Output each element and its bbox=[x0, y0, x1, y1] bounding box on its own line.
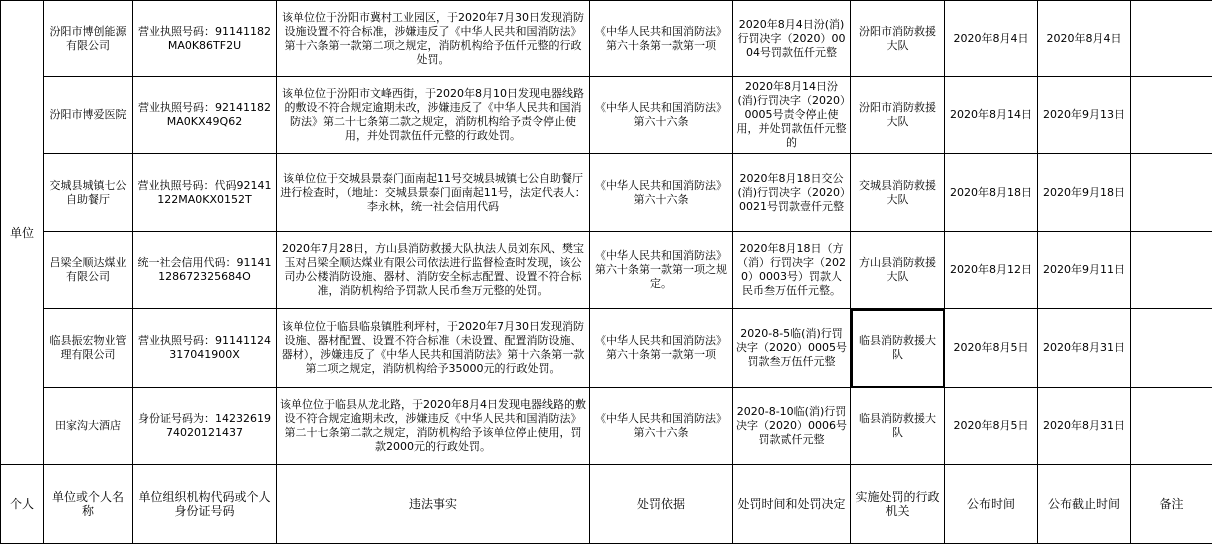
header-pub-date: 公布时间 bbox=[945, 465, 1038, 544]
penalty-decision: 2020-8-10临(消)行罚决字（2020）0006号罚款贰仟元整 bbox=[733, 388, 851, 465]
entity-code: 统一社会信用代码：91141128672325684O bbox=[133, 232, 277, 309]
penalty-basis: 《中华人民共和国消防法》第六十六条 bbox=[590, 77, 733, 154]
violation-fact: 2020年7月28日，方山县消防救援大队执法人员刘东风、樊宝玉对吕梁全顺达煤业有限公司依法进行监督检查时发现，该公司办公楼消防设施、器材、消防安全标志配置、设置不符合标准，消防机构给予罚款人民币叁万元整的处罚。 bbox=[277, 232, 590, 309]
penalty-decision: 2020年8月18日（方（消）行罚决字（2020）0003号）罚款人民币叁万伍仟元整。 bbox=[733, 232, 851, 309]
header-basis: 处罚依据 bbox=[590, 465, 733, 544]
table-row bbox=[1, 309, 1212, 388]
publish-end-date: 2020年8月31日 bbox=[1038, 309, 1131, 388]
penalty-agency: 交城县消防救援大队 bbox=[851, 154, 945, 232]
penalty-basis: 《中华人民共和国消防法》第六十条第一款第一项 bbox=[590, 1, 733, 77]
table-row bbox=[1, 388, 1212, 465]
publish-end-date: 2020年9月13日 bbox=[1038, 77, 1131, 154]
header-note: 备注 bbox=[1131, 465, 1212, 544]
table-row bbox=[1, 1, 1212, 77]
entity-name: 汾阳市博爱医院 bbox=[44, 77, 133, 154]
entity-name: 交城县城镇七公自助餐厅 bbox=[44, 154, 133, 232]
publish-end-date: 2020年9月11日 bbox=[1038, 232, 1131, 309]
entity-name: 汾阳市博创能源有限公司 bbox=[44, 1, 133, 77]
penalty-agency-selected-cell[interactable]: 临县消防救援大队 bbox=[851, 309, 945, 388]
entity-code: 营业执照号码：91141124317041900X bbox=[133, 309, 277, 388]
penalty-decision: 2020年8月4日汾(消)行罚决字（2020）0004号罚款伍仟元整 bbox=[733, 1, 851, 77]
note bbox=[1131, 388, 1212, 465]
penalty-basis: 《中华人民共和国消防法》第六十条第一款第一项之规定。 bbox=[590, 232, 733, 309]
publish-end-date: 2020年9月18日 bbox=[1038, 154, 1131, 232]
note bbox=[1131, 154, 1212, 232]
category-unit: 单位 bbox=[1, 1, 44, 465]
entity-code: 营业执照号码：代码92141122MA0KX0152T bbox=[133, 154, 277, 232]
penalty-basis: 《中华人民共和国消防法》第六十条第一款第一项 bbox=[590, 309, 733, 388]
penalty-basis: 《中华人民共和国消防法》第六十六条 bbox=[590, 154, 733, 232]
violation-fact: 该单位位于临县临泉镇胜利坪村，于2020年7月30日发现消防设施、器材配置、设置不符合标准（未设置、配置消防设施、器材），涉嫌违反了《中华人民共和国消防法》第十六条第一款第二项之规定，消防机构给予35000元的行政处罚。 bbox=[277, 309, 590, 388]
penalty-decision: 2020-8-5临(消)行罚决字（2020）0005号罚款叁万伍仟元整 bbox=[733, 309, 851, 388]
violation-fact: 该单位位于交城县景泰门面南起11号交城县城镇七公自助餐厅进行检查时，（地址：交城县景泰门面南起11号，法定代表人：李永林，统一社会信用代码 bbox=[277, 154, 590, 232]
penalty-decision: 2020年8月14日汾(消)行罚决字（2020）0005号责令停止使用，并处罚款伍仟元整的 bbox=[733, 77, 851, 154]
violation-fact: 该单位位于汾阳市文峰西街，于2020年8月10日发现电器线路的敷设不符合规定逾期未改，涉嫌违反了《中华人民共和国消防法》第二十七条第二款之规定，消防机构给予责令停止使用，并处罚款伍仟元整的行政处罚。 bbox=[277, 77, 590, 154]
violation-fact: 该单位位于临县从龙北路，于2020年8月4日发现电器线路的敷设不符合规定逾期未改，涉嫌违反《中华人民共和国消防法》第二十七条第二款之规定，消防机构给予该单位停止使用，罚款2000元的行政处罚。 bbox=[277, 388, 590, 465]
header-name: 单位或个人名称 bbox=[44, 465, 133, 544]
entity-name: 临县振宏物业管理有限公司 bbox=[44, 309, 133, 388]
category-person: 个人 bbox=[1, 465, 44, 544]
penalty-agency: 临县消防救援大队 bbox=[851, 388, 945, 465]
table-row bbox=[1, 154, 1212, 232]
penalty-basis: 《中华人民共和国消防法》第六十六条 bbox=[590, 388, 733, 465]
penalty-agency: 方山县消防救援大队 bbox=[851, 232, 945, 309]
entity-code: 身份证号码为：142326197402012143​7 bbox=[133, 388, 277, 465]
publish-date: 2020年8月14日 bbox=[945, 77, 1038, 154]
penalty-agency: 汾阳市消防救援大队 bbox=[851, 1, 945, 77]
note bbox=[1131, 77, 1212, 154]
header-agency: 实施处罚的行政机关 bbox=[851, 465, 945, 544]
note bbox=[1131, 1, 1212, 77]
table-row bbox=[1, 77, 1212, 154]
entity-code: 营业执照号码：92141182MA0KX49Q62 bbox=[133, 77, 277, 154]
note bbox=[1131, 309, 1212, 388]
header-code: 单位组织机构代码或个人身份证号码 bbox=[133, 465, 277, 544]
publish-date: 2020年8月12日 bbox=[945, 232, 1038, 309]
header-row bbox=[1, 465, 1212, 544]
penalty-agency: 汾阳市消防救援大队 bbox=[851, 77, 945, 154]
publish-date: 2020年8月5日 bbox=[945, 309, 1038, 388]
table-row bbox=[1, 232, 1212, 309]
entity-name: 吕梁全顺达煤业有限公司 bbox=[44, 232, 133, 309]
header-fact: 违法事实 bbox=[277, 465, 590, 544]
penalty-decision: 2020年8月18日交公(消)行罚决字（2020）0021号罚款壹仟元整 bbox=[733, 154, 851, 232]
publish-end-date: 2020年8月31日 bbox=[1038, 388, 1131, 465]
violation-fact: 该单位位于汾阳市冀村工业园区，于2020年7月30日发现消防设施设置不符合标准，涉嫌违反了《中华人民共和国消防法》第十六条第一款第二项之规定，消防机构给予伍仟元整的行政处罚。 bbox=[277, 1, 590, 77]
entity-code: 营业执照号码：91141182MA0K86TF2U bbox=[133, 1, 277, 77]
header-decision: 处罚时间和处罚决定 bbox=[733, 465, 851, 544]
entity-name: 田家沟大酒店 bbox=[44, 388, 133, 465]
publish-date: 2020年8月5日 bbox=[945, 388, 1038, 465]
publish-date: 2020年8月18日 bbox=[945, 154, 1038, 232]
publish-end-date: 2020年8月4日 bbox=[1038, 1, 1131, 77]
header-end-date: 公布截止时间 bbox=[1038, 465, 1131, 544]
note bbox=[1131, 232, 1212, 309]
publish-date: 2020年8月4日 bbox=[945, 1, 1038, 77]
